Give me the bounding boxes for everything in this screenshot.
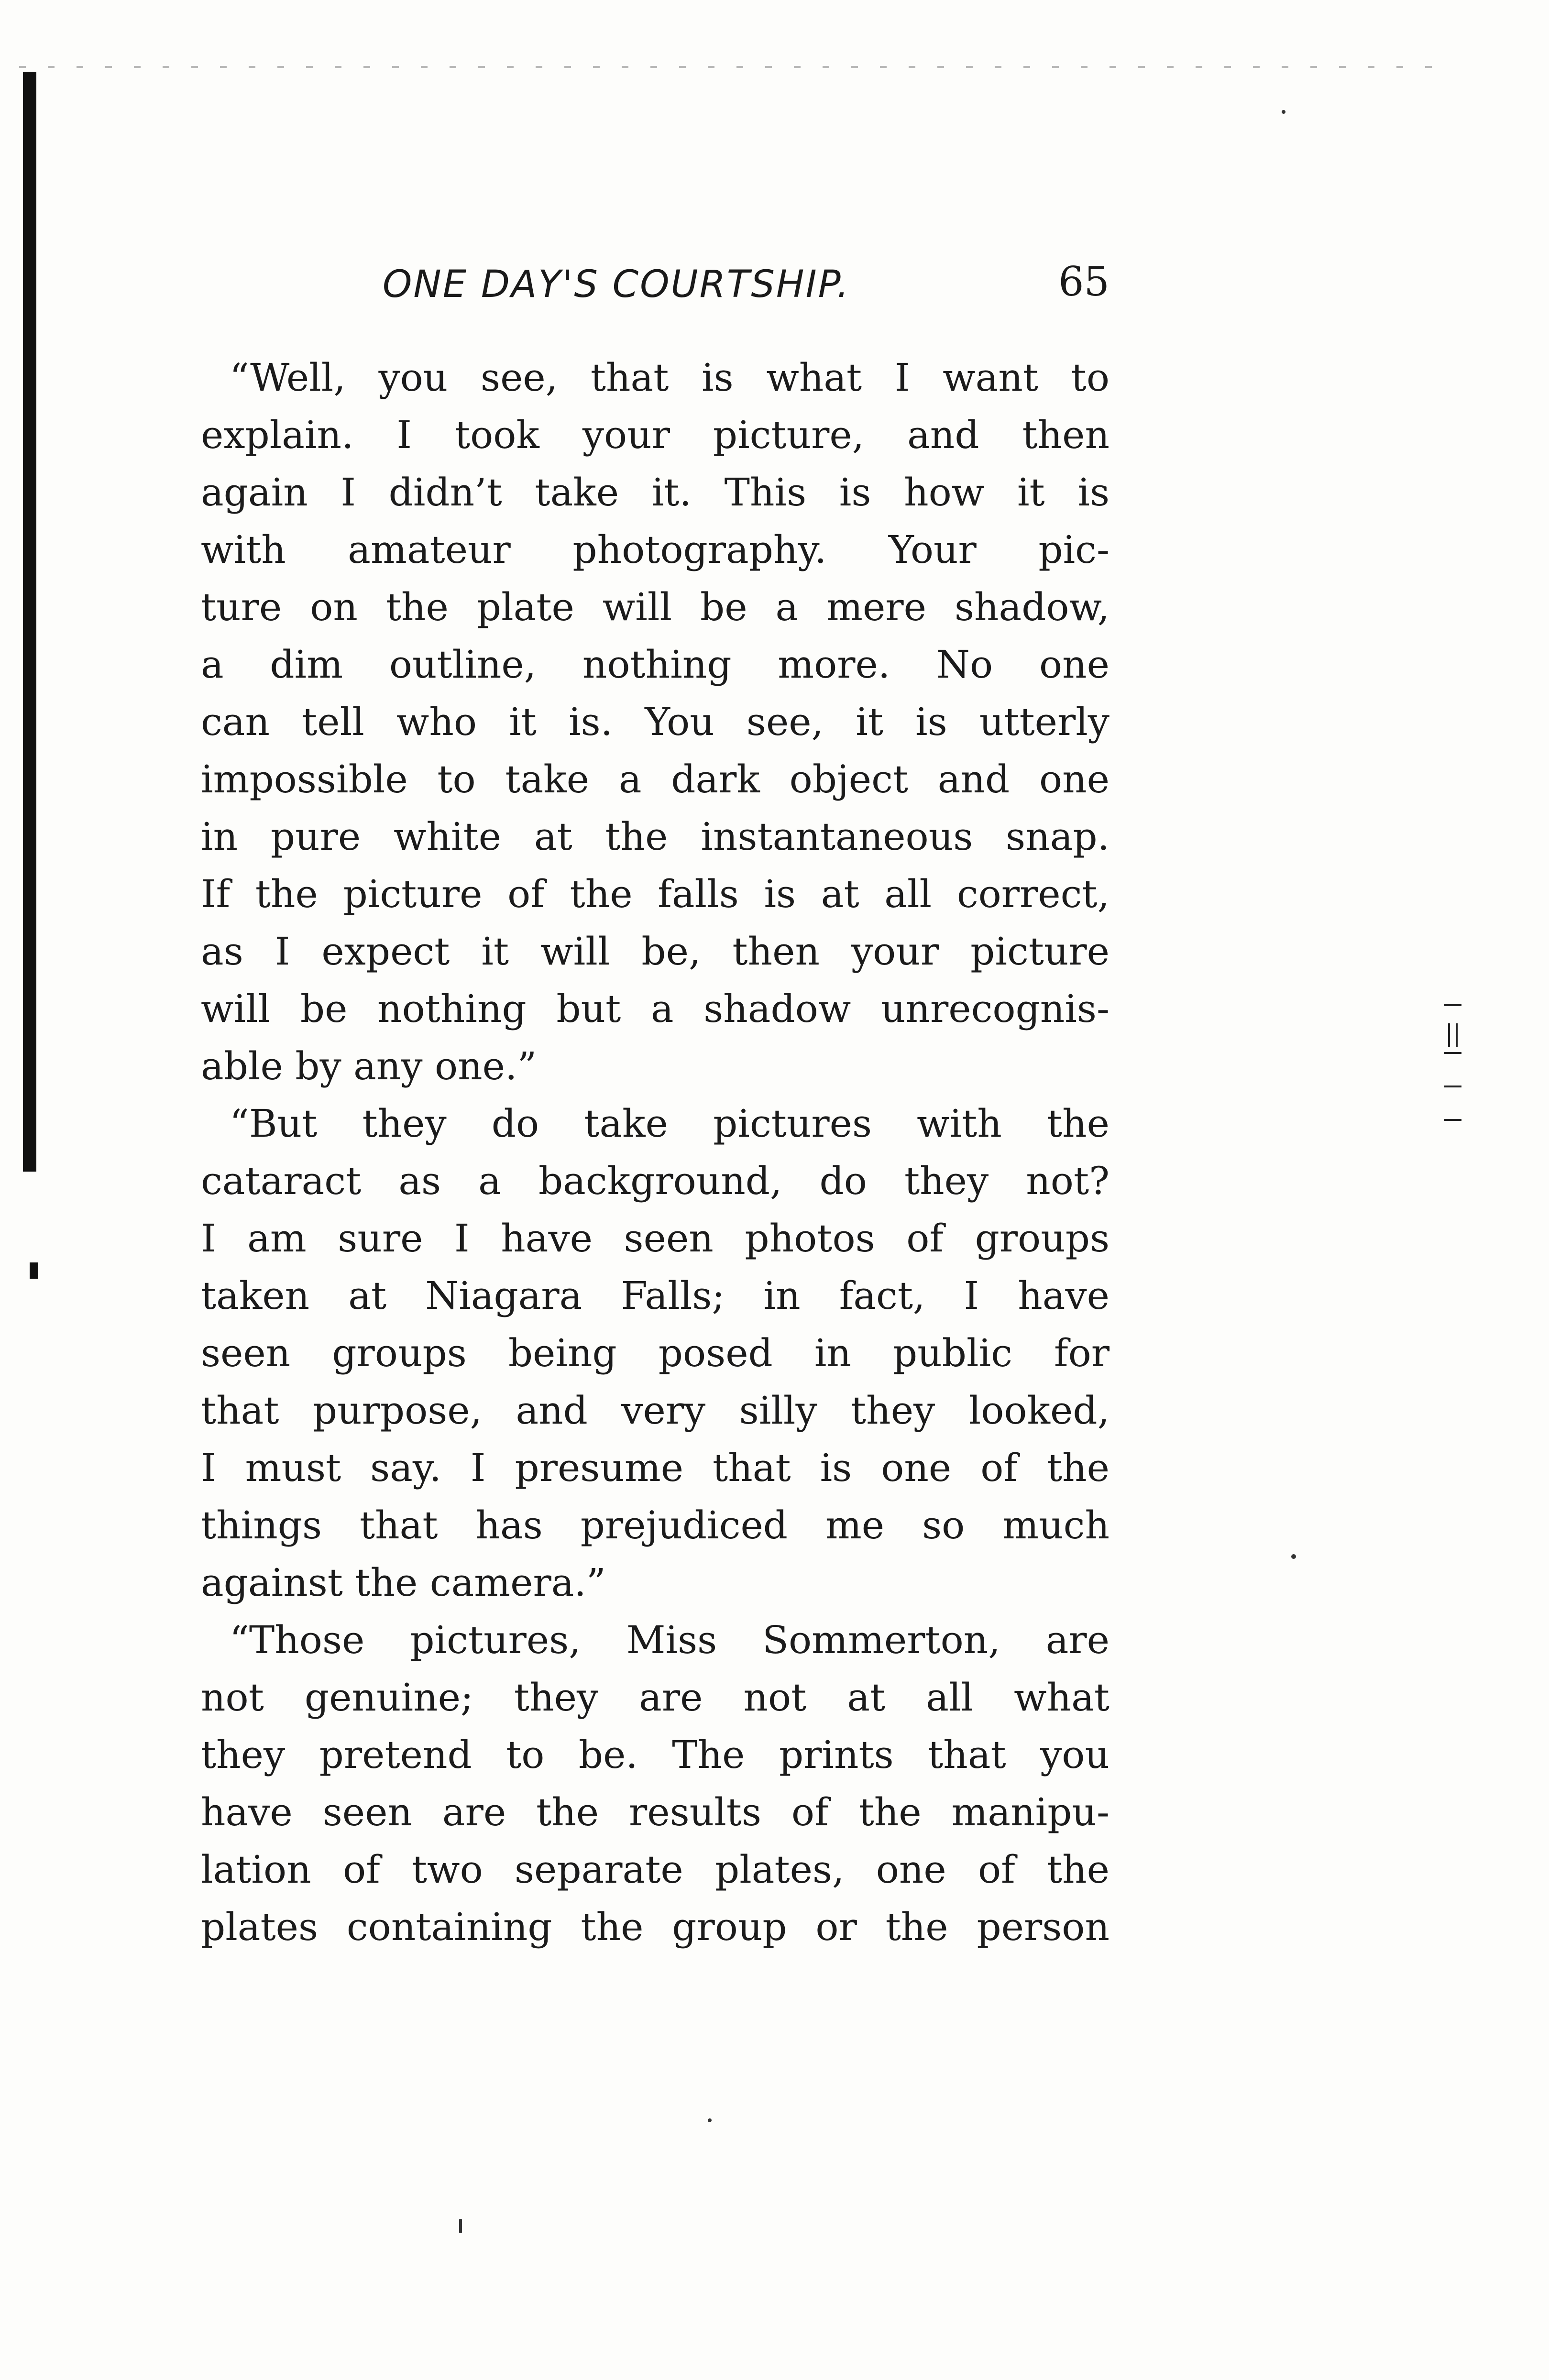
scan-speck — [708, 2118, 712, 2122]
paragraph — [201, 1612, 1110, 1956]
text-line: cataract as a background, do they not? — [201, 1159, 1110, 1203]
text-line: seen groups being posed in public for — [201, 1331, 1110, 1375]
scan-edge-mark — [30, 1262, 38, 1279]
text-line: “Well, you see, that is what I want to — [230, 355, 1110, 400]
text-line: in pure white at the instantaneous snap. — [201, 814, 1110, 859]
text-line: I am sure I have seen photos of groups — [201, 1216, 1110, 1261]
text-line: as I expect it will be, then your picture — [201, 929, 1110, 974]
text-line: have seen are the results of the manipu- — [201, 1790, 1110, 1834]
text-line: not genuine; they are not at all what — [201, 1675, 1110, 1720]
text-line: a dim outline, nothing more. No one — [201, 642, 1110, 687]
text-line: impossible to take a dark object and one — [201, 757, 1110, 801]
scan-margin-ticks — [1439, 1004, 1468, 1138]
text-line: I must say. I presume that is one of the — [201, 1446, 1110, 1490]
text-line: plates containing the group or the person — [201, 1905, 1110, 1949]
page-header — [383, 258, 1110, 311]
text-line: they pretend to be. The prints that you — [201, 1733, 1110, 1777]
scan-top-edge — [19, 66, 1444, 68]
text-line: “Those pictures, Miss Sommerton, are — [230, 1618, 1110, 1662]
text-line: things that has prejudiced me so much — [201, 1503, 1110, 1547]
text-line: again I didn’t take it. This is how it is — [201, 470, 1110, 515]
text-line: If the picture of the falls is at all correct, — [201, 872, 1110, 916]
text-line: ture on the plate will be a mere shadow, — [201, 585, 1110, 629]
text-line: lation of two separate plates, one of the — [201, 1847, 1110, 1892]
scan-speck — [1291, 1554, 1296, 1559]
text-line: can tell who it is. You see, it is utterly — [201, 700, 1110, 744]
paragraph — [201, 1095, 1110, 1612]
body-text — [201, 349, 1110, 1956]
running-title: ONE DAY'S COURTSHIP. — [383, 263, 850, 306]
scan-speck — [459, 2219, 462, 2233]
scan-binding-shadow — [23, 72, 36, 1172]
text-line: explain. I took your picture, and then — [201, 413, 1110, 457]
page-number: 65 — [1058, 258, 1110, 305]
paragraph — [201, 349, 1110, 1095]
text-line: taken at Niagara Falls; in fact, I have — [201, 1273, 1110, 1318]
text-line: against the camera.” — [201, 1560, 606, 1605]
text-line: able by any one.” — [201, 1044, 537, 1088]
text-line: with amateur photography. Your pic- — [201, 527, 1110, 572]
text-line: that purpose, and very silly they looked, — [201, 1388, 1110, 1433]
scan-speck — [1282, 110, 1285, 114]
text-line: “But they do take pictures with the — [230, 1101, 1110, 1146]
text-line: will be nothing but a shadow unrecognis- — [201, 987, 1110, 1031]
